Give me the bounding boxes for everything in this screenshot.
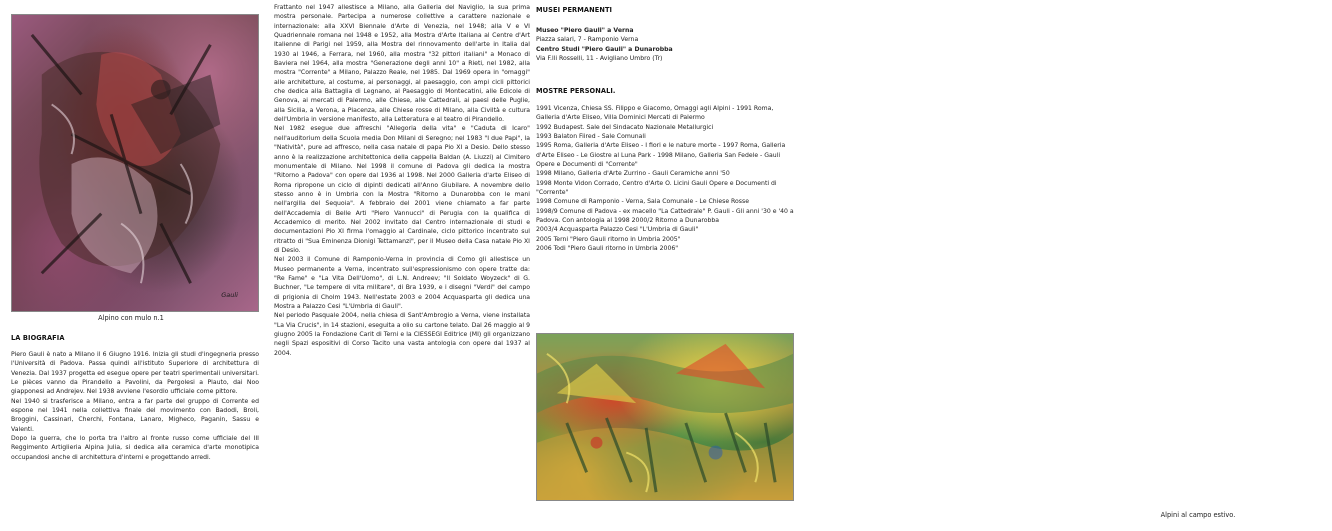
career-paragraph: Nel periodo Pasquale 2004, nella chiesa di Sant'Ambrogio a Verna, viene installata "La Via Crucis", in 14 stazioni, eseguita a olio su cartone telato. Dal 26 maggio al 9 giugno 2005 la Fondazione Carit di Terni e la CIESSEGI Editrice (MI) gli organizzano negli Spazi espositivi di Corso Tacito una vasta antologia con opere dal 1937 al 2004. — [274, 312, 530, 357]
show-item: 2003/4 Acquasparta Palazzo Cesi "L'Umbria di Gauli" — [536, 226, 699, 234]
show-item: 1998/9 Comune di Padova - ex macello "La Cattedrale" P. Gauli - Gli anni '30 e '40 a Padova. Con antologia al 1998 2000/2 Ritorno a Dunarobba — [536, 207, 794, 225]
shows-list — [536, 104, 794, 254]
museum-address: Via F.lli Rosselli, 11 - Avigliano Umbro (Tr) — [536, 55, 663, 63]
museum-item — [536, 26, 798, 45]
career-paragraph: Frattanto nel 1947 allestisce a Milano, alla Galleria del Naviglio, la sua prima mostra personale. Partecipa a numerose collettive a carattere nazionale e internazionale: alla XXVI Biennale d'Arte di Venezia, nel 1948; alla V e VI Quadriennale romana nel 1948 e 1952, alla Mostra d'Arte Italiana al Centre d'Art Italienne di Parigi nel 1959, alla Mostra del rinnovamento dell'arte in Italia dal 1930 al 1946, a Ferrara, nel 1960, alla mostra "32 pittori italiani" a Monaco di Baviera nel 1964, alla mostra "Generazione degli anni 10" a Rieti, nel 1982, alla mostra "Corrente" a Milano, Palazzo Reale, nel 1985. Dal 1969 opera in "omaggi" alle architetture, al costume, ai personaggi, al paesaggio, con ampi cicli pittorici che dedica alla Battaglia di Legnano, al Paesaggio di Montecatini, alle Edicole di Genova, ai mercati di Palermo, alle Chiese, alle Cattedrali, ai paesi delle Puglie, alla Sicilia, a Verona, a Piacenza, alle Chiese rosse di Milano, alla Civiltà e cultura dell'Umbria in versione manifesto, alla Letteratura e al teatro di Pirandello. — [274, 4, 530, 124]
painting-alpino-con-mulo — [11, 14, 259, 312]
show-item: 1991 Vicenza, Chiesa SS. Filippo e Giacomo, Omaggi agli Alpini - 1991 Roma, Galleria d'Arte Eliseo, Villa Dominici Mercati di Palermo — [536, 105, 774, 122]
museums-list — [536, 26, 798, 64]
biography-paragraph: Piero Gauli è nato a Milano il 6 Giugno 1916. Inizia gli studi d'ingegneria presso l'Università di Padova. Passa quindi all'istituto Superiore di architettura di Venezia. Dal 1937 progetta ed esegue opere per teatri sperimentali universitari. Le pièces vanno da Pirandello a Pavolini, da Pergolesi a Plauto, dai Noo giapponesi ad Andrejev. Nel 1938 avviene l'esordio ufficiale come pittore. — [11, 351, 259, 396]
show-item: 1998 Comune di Ramponio - Verna, Sala Comunale - Le Chiese Rosse — [536, 198, 749, 206]
show-item: 1998 Monte Vidon Corrado, Centro d'Arte O. Licini Gauli Opere e Documenti di "Corrente" — [536, 179, 777, 197]
show-item: 2005 Terni "Piero Gauli ritorno in Umbria 2005" — [536, 235, 681, 243]
show-item: 1998 Milano, Galleria d'Arte Zurrino - Gauli Ceramiche anni '50 — [536, 170, 730, 178]
museum-item — [536, 45, 798, 64]
painting-signature: Gauli — [221, 291, 238, 299]
caption-painting-1: Alpino con mulo n.1 — [98, 314, 164, 322]
career-text — [270, 3, 532, 358]
show-item: 1992 Budapest. Sale del Sindacato Nazionale Metallurgici — [536, 123, 714, 131]
museum-name: Centro Studi "Piero Gauli" a Dunarobba — [536, 45, 673, 53]
biography-paragraph: Dopo la guerra, che lo porta tra l'altro al fronte russo come ufficiale del III Reggimento Artiglieria Alpina Julia, si dedica alla ceramica d'arte monotipica occupandosi anche di architettura d'interni e progettando arredi. — [11, 435, 259, 461]
painting-alpini-al-campo-image — [537, 334, 793, 500]
career-paragraph: Nel 2003 il Comune di Ramponio-Verna in provincia di Como gli allestisce un Museo permanente a Verna, incentrato sull'espressionismo con opere tratte da: "Re Fame" e "La Vita Dell'Uomo", di L.N. Andreev; "Il Soldato Woyzeck" di G. Buchner, "Le tempere di vita militare", di Bra 1939, e i disegni "Verdi" del campo di prigionia di Cholm 1943. Nell'estate 2003 e 2004 Acquasparta gli dedica una Mostra a Palazzo Cesi "L'Umbria di Gauli". — [274, 256, 530, 310]
museum-address: Piazza salari, 7 - Ramponio Verna — [536, 36, 639, 44]
career-paragraph: Nel 1982 esegue due affreschi "Allegoria della vita" e "Caduta di Icaro" nell'auditorium della Scuola media Don Milani di Seregno; nel 1983 "I due Papi", la "Natività", pure ad affresco, nella casa natale di papa Pio XI a Desio. Dello stesso anno è la realizzazione architettonica della cappella Baldan (A. Liuzzi) al Cimitero monumentale di Milano. Nel 1998 il comune di Padova gli dedica la mostra "Ritorno a Padova" con opere dal 1936 al 1998. Nel 2000 Galleria d'arte Eliseo di Roma ripropone un ciclo di dipinti dedicati all'Anno Giubilare. A novembre dello stesso anno è in Umbria con la Mostra "Ritorno a Dunarobba con le mani nell'argilla del Sequoia". A febbraio del 2001 viene chiamato a far parte dell'Accademia di Belle Arti "Piero Vannucci" di Perugia con la qualifica di Accademico di merito. Nel 2002 invitato dal Centro internazionale di studi e documentazioni Pio XI firma l'omaggio al Cardinale, ciclo pittorico incentrato sul ritratto di "Sua Eminenza Dionigi Tettamanzi", per il Museo della Casa natale Pio XI di Desio. — [274, 125, 530, 254]
show-item: 1993 Balaton Fiired - Sale Comunali — [536, 133, 646, 141]
biography-heading: LA BIOGRAFIA — [11, 334, 65, 342]
painting-alpino-con-mulo-image — [12, 15, 258, 311]
column-biography — [0, 0, 262, 531]
museums-heading: MUSEI PERMANENTI — [536, 6, 613, 14]
biography-text — [11, 350, 259, 462]
caption-painting-2: Alpini al campo estivo. — [1160, 511, 1236, 519]
column-museums-shows — [532, 0, 1236, 531]
painting-alpini-al-campo — [536, 333, 794, 501]
biography-paragraph: Nel 1940 si trasferisce a Milano, entra a far parte del gruppo di Corrente ed espone nel 1941 nella collettiva finale del movimento con Badodi, Broli, Broggini, Cassinari, Cherchi, Fontana, Lanaro, Migheco, Paganin, Sassu e Valenti. — [11, 397, 259, 433]
show-item: 2006 Todi "Piero Gauli ritorno in Umbria 2006" — [536, 245, 679, 253]
shows-heading: MOSTRE PERSONALI. — [536, 87, 616, 95]
museum-name: Museo "Piero Gauli" a Verna — [536, 27, 634, 34]
column-career — [270, 0, 532, 531]
show-item: 1995 Roma, Galleria d'Arte Eliseo - I fiori e le nature morte - 1997 Roma, Galleria d'Arte Eliseo - Le Giostre al Luna Park - 1998 Milano, Galleria San Fedele - Gauli Opere e Documenti di "Corrente" — [536, 142, 786, 169]
